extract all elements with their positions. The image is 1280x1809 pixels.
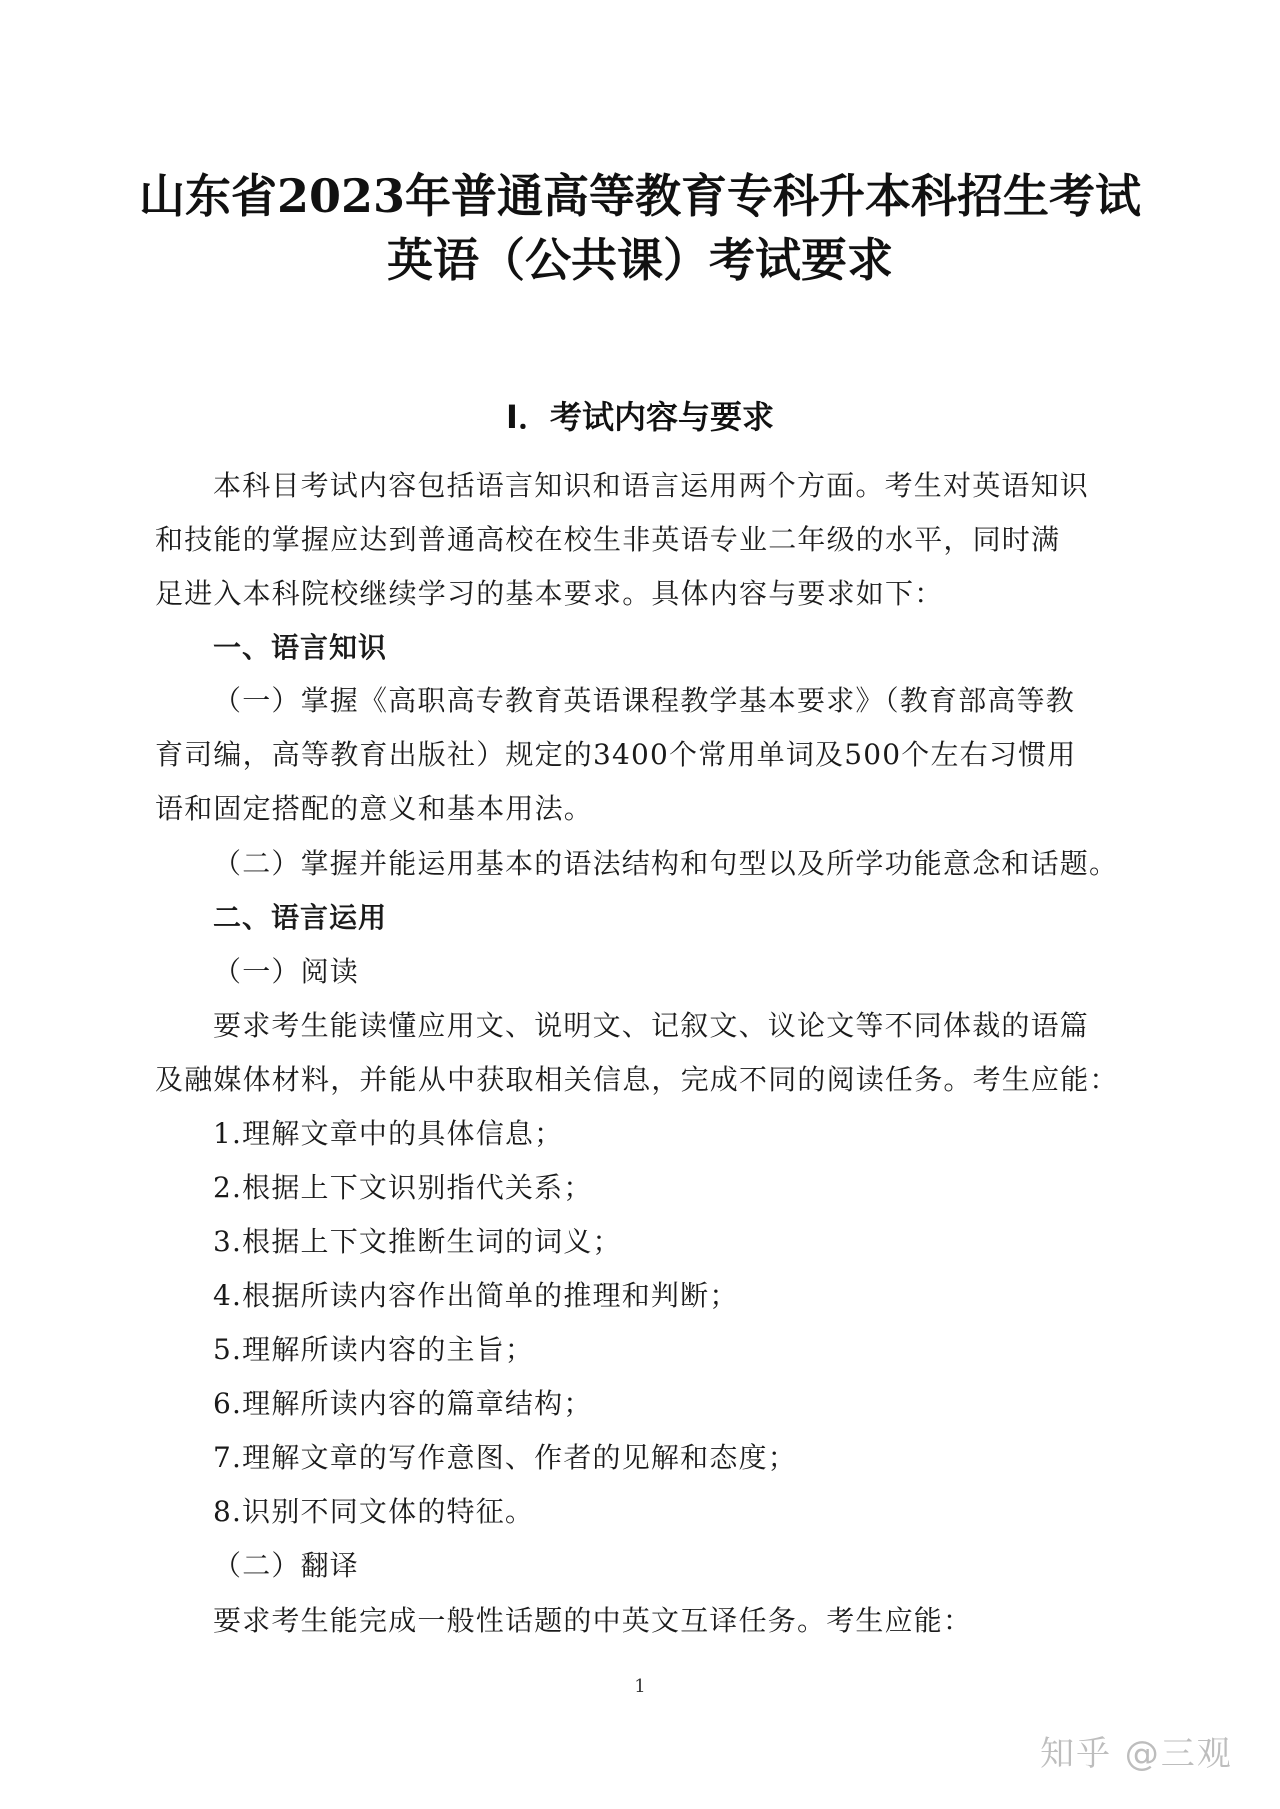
intro-line-1: 本科目考试内容包括语言知识和语言运用两个方面。考生对英语知识 <box>213 469 1090 502</box>
reading-intro-line-2: 及融媒体材料，并能从中获取相关信息，完成不同的阅读任务。考生应能： <box>155 1063 1119 1096</box>
reading-item-7: 7.理解文章的写作意图、作者的见解和态度； <box>213 1441 797 1474</box>
part1-item1-line-2: 育司编，高等教育出版社）规定的3400个常用单词及500个左右习惯用 <box>155 738 1077 771</box>
section-heading: I．考试内容与要求 <box>506 398 774 436</box>
document-title-line1: 山东省2023年普通高等教育专科升本科招生考试 <box>138 169 1142 223</box>
reading-item-4: 4.根据所读内容作出简单的推理和判断； <box>213 1279 739 1312</box>
part1-heading: 一、语言知识 <box>213 631 388 664</box>
part1-item2: （二）掌握并能运用基本的语法结构和句型以及所学功能意念和话题。 <box>213 847 1119 880</box>
page-number: 1 <box>634 1676 646 1697</box>
translation-heading: （二）翻译 <box>213 1549 360 1582</box>
part1-item1-line-1: （一）掌握《高职高专教育英语课程教学基本要求》（教育部高等教 <box>213 684 1076 717</box>
reading-item-3: 3.根据上下文推断生词的词义； <box>213 1225 622 1258</box>
reading-item-2: 2.根据上下文识别指代关系； <box>213 1171 593 1204</box>
reading-item-1: 1.理解文章中的具体信息； <box>213 1117 564 1150</box>
part1-item1-line-3: 语和固定搭配的意义和基本用法。 <box>155 792 594 825</box>
document-title-line2: 英语（公共课）考试要求 <box>387 233 893 287</box>
reading-intro-line-1: 要求考生能读懂应用文、说明文、记叙文、议论文等不同体裁的语篇 <box>213 1009 1090 1042</box>
watermark: 知乎 @三观 <box>1040 1734 1233 1774</box>
reading-heading: （一）阅读 <box>213 955 360 988</box>
reading-item-5: 5.理解所读内容的主旨； <box>213 1333 535 1366</box>
intro-line-2: 和技能的掌握应达到普通高校在校生非英语专业二年级的水平，同时满 <box>155 523 1061 556</box>
reading-item-8: 8.识别不同文体的特征。 <box>213 1495 535 1528</box>
intro-line-3: 足进入本科院校继续学习的基本要求。具体内容与要求如下： <box>155 577 944 610</box>
part2-heading: 二、语言运用 <box>213 901 388 934</box>
reading-item-6: 6.理解所读内容的篇章结构； <box>213 1387 593 1420</box>
translation-intro: 要求考生能完成一般性话题的中英文互译任务。考生应能： <box>213 1604 973 1637</box>
